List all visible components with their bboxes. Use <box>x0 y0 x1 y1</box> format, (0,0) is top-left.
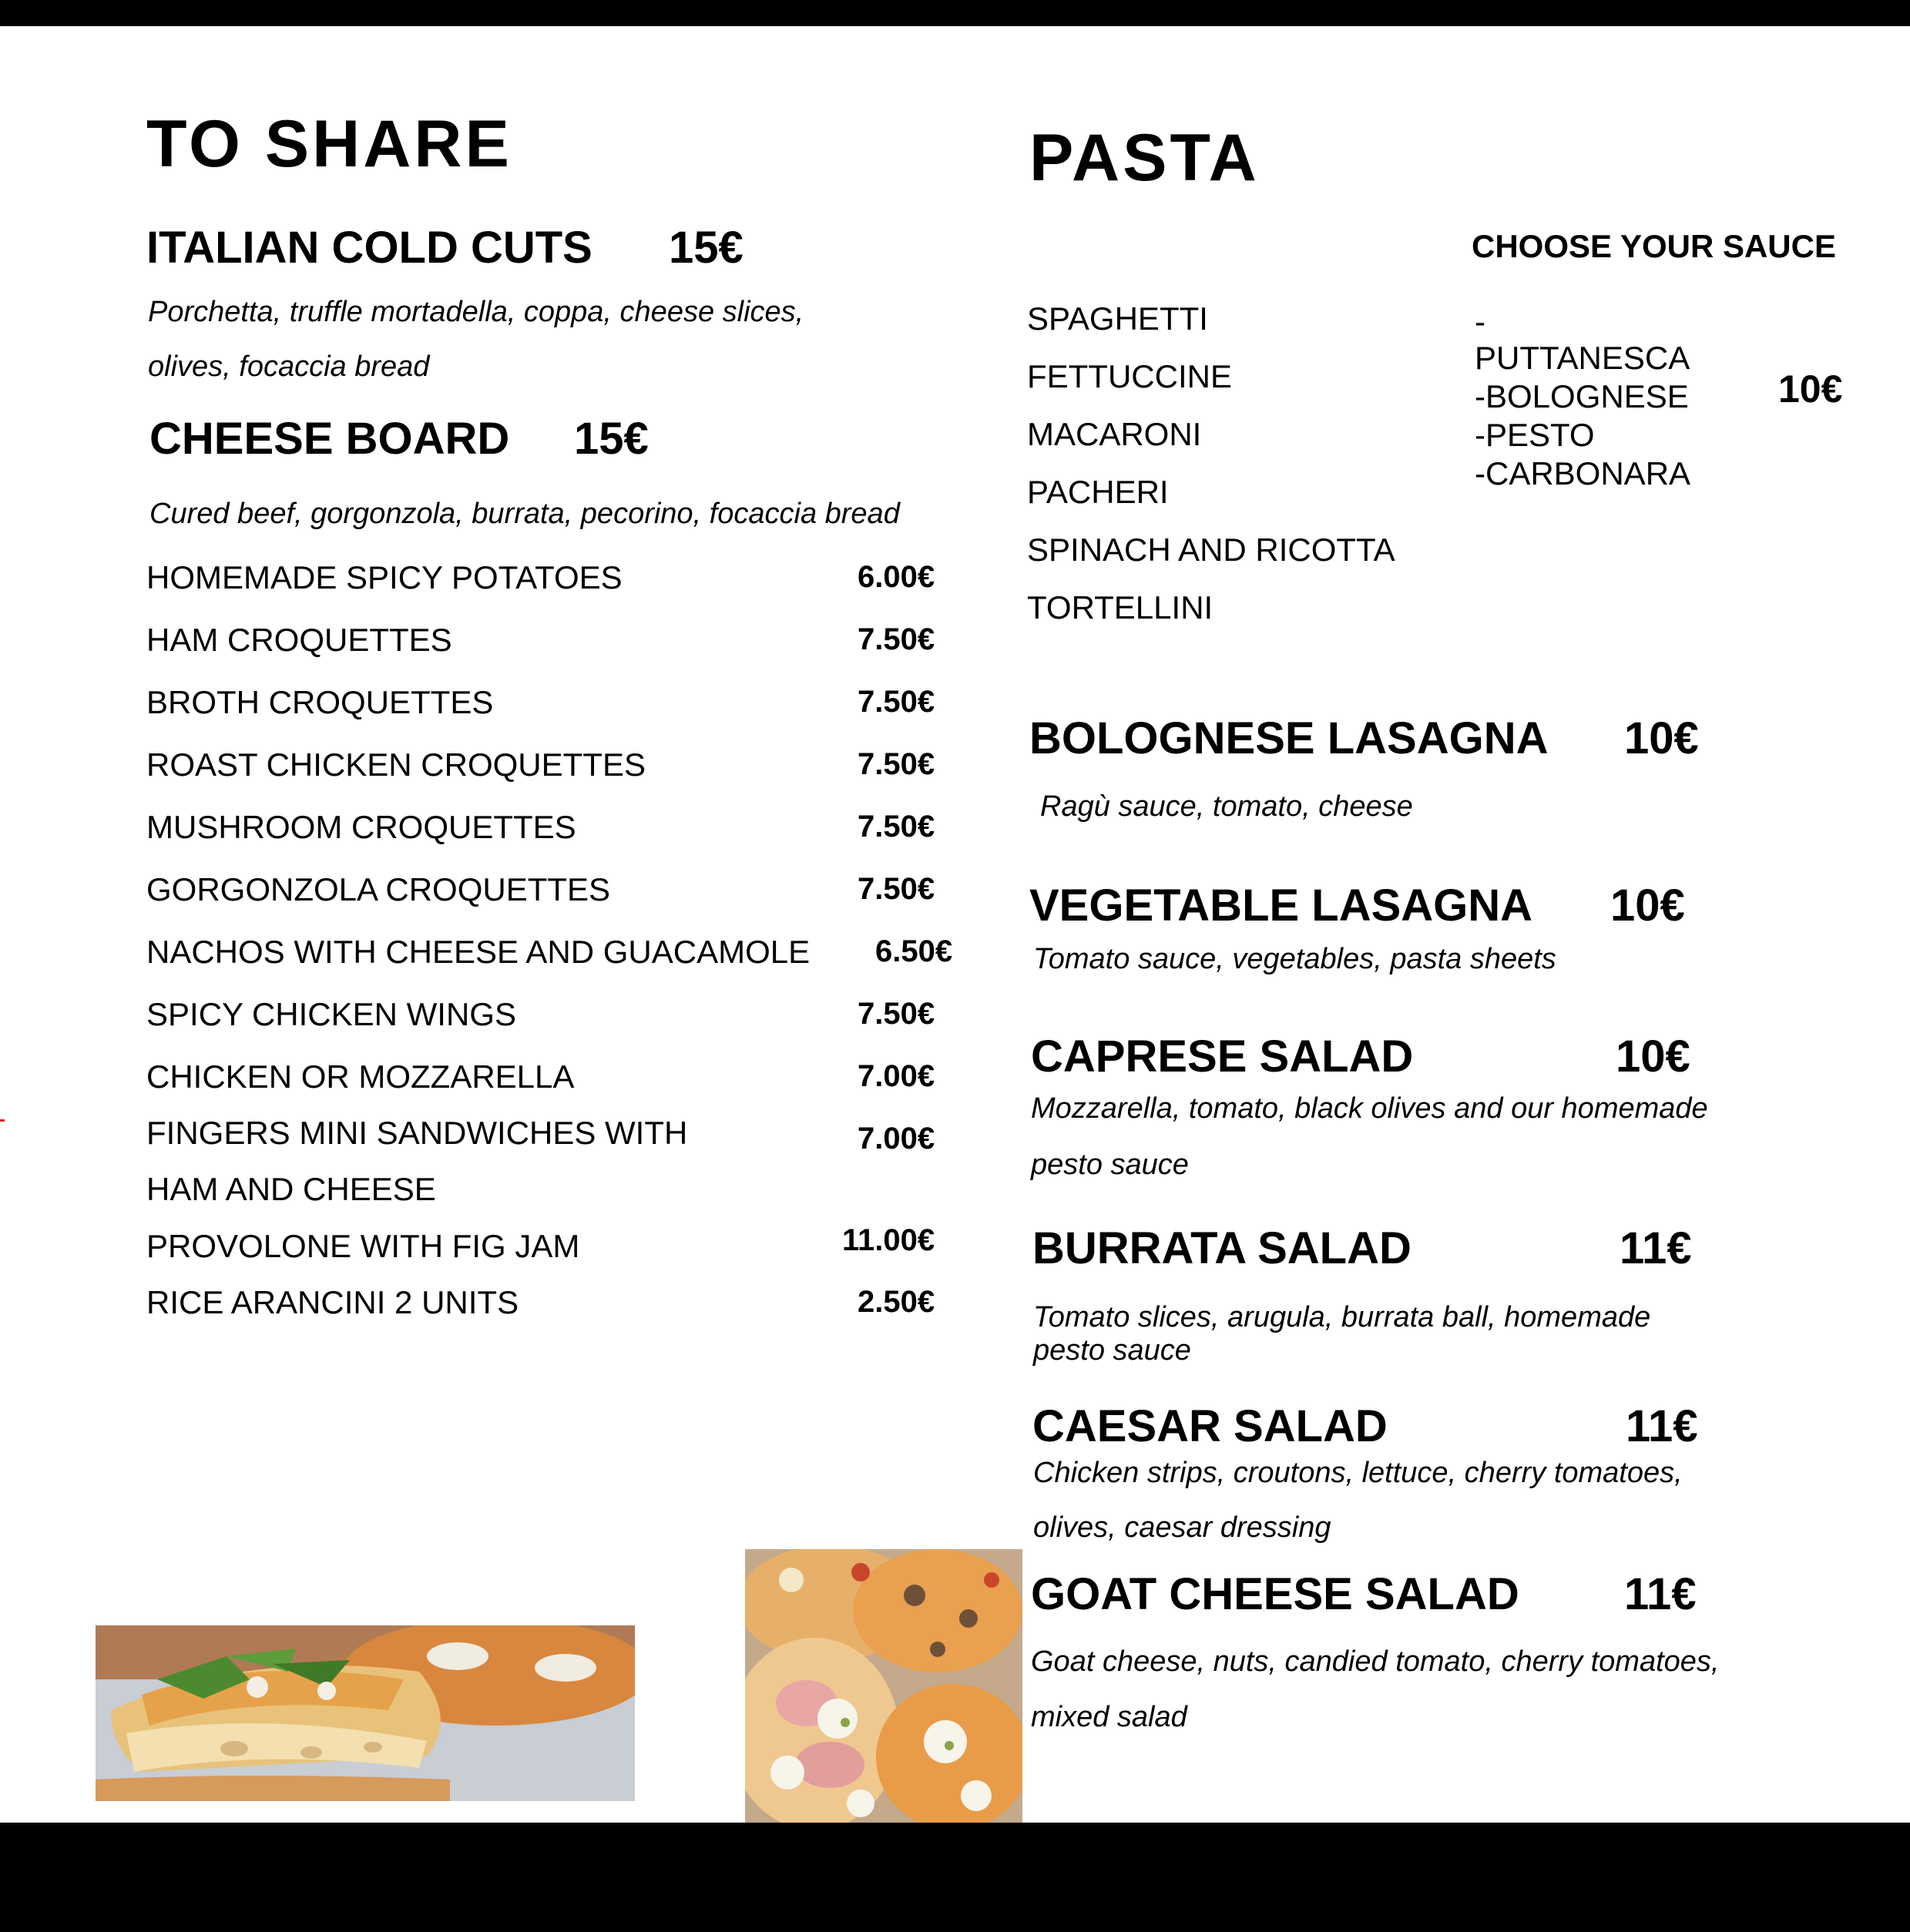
dish-desc: pesto sauce <box>1033 1334 1191 1367</box>
dish-price: 10€ <box>1616 1031 1690 1082</box>
dish-desc: Ragù sauce, tomato, cheese <box>1040 790 1413 823</box>
list-item-price: 7.50€ <box>858 685 935 719</box>
dish-price: 11€ <box>1620 1223 1692 1273</box>
dish-price: 11€ <box>1624 1569 1697 1619</box>
list-item-price: 7.00€ <box>858 1122 935 1156</box>
dish-price: 10€ <box>1624 713 1699 763</box>
list-item-name: FINGERS MINI SANDWICHES WITH <box>146 1115 688 1151</box>
list-item-name: ROAST CHICKEN CROQUETTES <box>146 746 646 783</box>
pasta-type: FETTUCCINE <box>1027 358 1232 394</box>
dish-desc: Goat cheese, nuts, candied tomato, cherry tomatoes, <box>1031 1645 1720 1678</box>
dish-name: BOLOGNESE LASAGNA <box>1029 713 1549 763</box>
to-share-title: TO SHARE <box>146 107 512 181</box>
dish-desc: Tomato slices, arugula, burrata ball, homemade <box>1033 1301 1651 1333</box>
dish-name: CAPRESE SALAD <box>1031 1031 1414 1082</box>
list-item-price: 7.50€ <box>858 622 935 656</box>
list-item-name: BROTH CROQUETTES <box>146 684 494 720</box>
dish-desc: mixed salad <box>1031 1701 1187 1733</box>
pasta-type: MACARONI <box>1027 416 1202 452</box>
pasta-price: 10€ <box>1778 367 1843 411</box>
list-item-price: 7.50€ <box>858 810 935 844</box>
list-item-price: 7.50€ <box>858 997 935 1031</box>
list-item-name: SPICY CHICKEN WINGS <box>146 996 516 1032</box>
dish-desc: olives, caesar dressing <box>1033 1511 1331 1544</box>
cold-cuts-desc-1: Porchetta, truffle mortadella, coppa, cheese slices, <box>148 296 804 328</box>
cheese-board-name: CHEESE BOARD <box>149 414 510 464</box>
sauce-option: -PESTO <box>1475 417 1595 453</box>
top-border <box>0 0 1910 26</box>
sauce-option: - <box>1475 304 1485 340</box>
red-mark <box>0 1119 5 1122</box>
dish-desc: Tomato sauce, vegetables, pasta sheets <box>1033 943 1556 975</box>
dish-name: CAESAR SALAD <box>1032 1401 1388 1451</box>
dish-price: 10€ <box>1610 880 1685 931</box>
pasta-type: SPAGHETTI <box>1027 300 1208 337</box>
dish-name: GOAT CHEESE SALAD <box>1031 1569 1519 1619</box>
cheese-board-desc: Cured beef, gorgonzola, burrata, pecorino, focaccia bread <box>149 498 900 530</box>
pasta-title: PASTA <box>1029 121 1260 195</box>
sauce-option: PUTTANESCA <box>1475 340 1690 376</box>
dish-desc: Mozzarella, tomato, black olives and our homemade <box>1031 1092 1708 1125</box>
cheese-board-price: 15€ <box>574 414 649 464</box>
choose-sauce-label: CHOOSE YOUR SAUCE <box>1472 228 1836 264</box>
list-item-price: 2.50€ <box>858 1285 935 1319</box>
list-item-name: RICE ARANCINI 2 UNITS <box>146 1284 519 1320</box>
cold-cuts-name: ITALIAN COLD CUTS <box>146 223 592 273</box>
list-item-name: HAM CROQUETTES <box>146 622 452 658</box>
list-item-name: HAM AND CHEESE <box>146 1171 436 1207</box>
cold-cuts-desc-2: olives, focaccia bread <box>148 351 430 383</box>
flatbread-pizzas-photo <box>745 1549 1022 1823</box>
pasta-type: PACHERI <box>1027 474 1169 510</box>
pizza-slice-photo <box>96 1625 635 1801</box>
list-item-name: CHICKEN OR MOZZARELLA <box>146 1058 575 1095</box>
pasta-type: SPINACH AND RICOTTA <box>1027 532 1395 568</box>
sauce-option: -BOLOGNESE <box>1475 378 1689 414</box>
dish-name: VEGETABLE LASAGNA <box>1029 880 1533 931</box>
list-item-name: PROVOLONE WITH FIG JAM <box>146 1228 580 1264</box>
dish-name: BURRATA SALAD <box>1032 1223 1412 1273</box>
pasta-type: TORTELLINI <box>1027 589 1213 626</box>
list-item-price: 7.50€ <box>858 747 935 781</box>
list-item-name: MUSHROOM CROQUETTES <box>146 809 576 845</box>
list-item-price: 11.00€ <box>842 1223 935 1257</box>
list-item-name: NACHOS WITH CHEESE AND GUACAMOLE <box>146 934 811 970</box>
dish-price: 11€ <box>1626 1401 1698 1451</box>
list-item-price: 6.00€ <box>858 560 935 594</box>
list-item-price: 7.50€ <box>858 872 935 906</box>
cold-cuts-price: 15€ <box>669 223 744 273</box>
dish-desc: Chicken strips, croutons, lettuce, cherry tomatoes, <box>1033 1457 1683 1489</box>
sauce-option: -CARBONARA <box>1475 455 1691 491</box>
list-item-name: GORGONZOLA CROQUETTES <box>146 871 611 907</box>
dish-desc: pesto sauce <box>1031 1149 1189 1181</box>
list-item-price: 7.00€ <box>858 1059 935 1093</box>
list-item-price: 6.50€ <box>875 934 953 968</box>
bottom-border <box>0 1823 1910 1932</box>
list-item-name: HOMEMADE SPICY POTATOES <box>146 559 623 595</box>
